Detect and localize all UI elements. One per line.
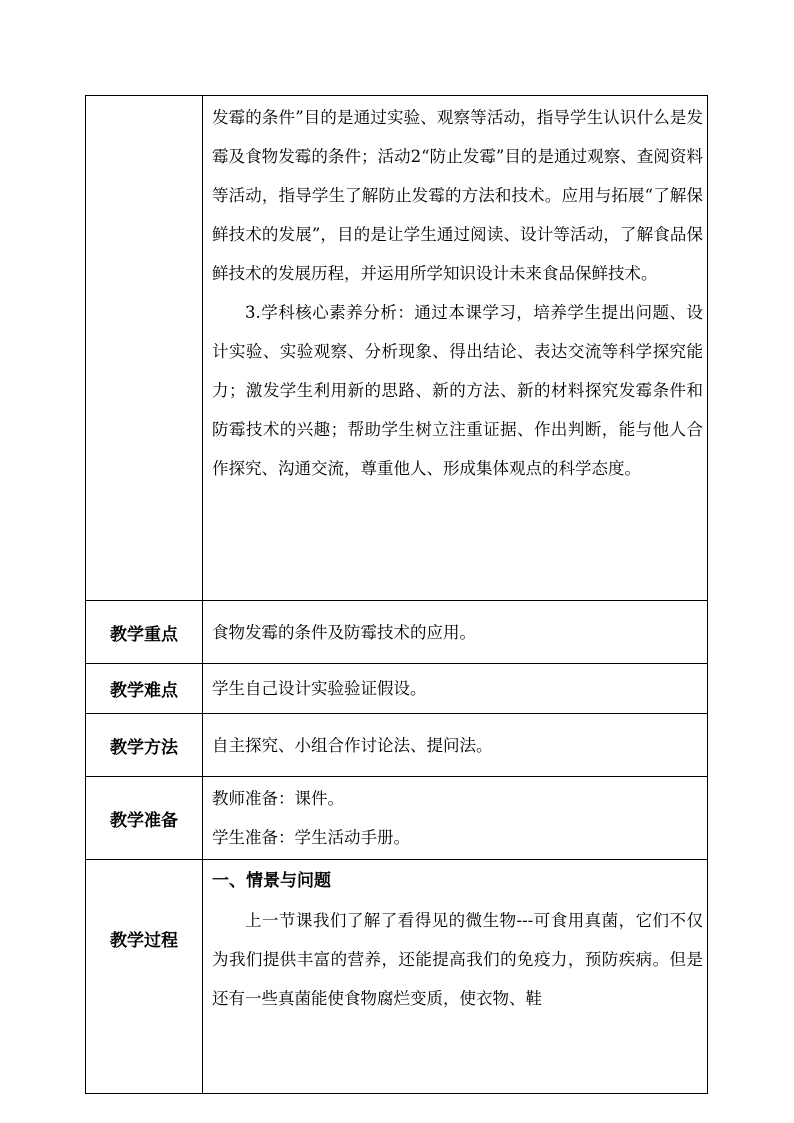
table-row-difficulties (86, 664, 708, 714)
intro-label-cell (86, 96, 203, 601)
intro-paragraph-2: 3.学科核心素养分析：通过本课学习，培养学生提出问题、设计实验、实验观察、分析现象、得出结论、表达交流等科学探究能力；激发学生利用新的思路、新的方法、新的材料探究发霉条件和防霉技术的兴趣；帮助学生树立注重证据、作出判断，能与他人合作探究、沟通交流，尊重他人、形成集体观点的科学态度。 (212, 303, 703, 478)
process-content (203, 860, 708, 1094)
process-paragraph: 上一节课我们了解了看得见的微生物---可食用真菌，它们不仅为我们提供丰富的营养，还能提高我们的免疫力，预防疾病。但是还有一些真菌能使食物腐烂变质，使衣物、鞋 (212, 911, 703, 1008)
intro-paragraph-1: 发霉的条件”目的是通过实验、观察等活动，指导学生认识什么是发霉及食物发霉的条件；活动2“防止发霉”目的是通过观察、查阅资料等活动，指导学生了解防止发霉的方法和技术。应用与拓展“了解保鲜技术的发展”，目的是让学生通过阅读、设计等活动，了解食品保鲜技术的发展历程，并运用所学知识设计未来食品保鲜技术。 (212, 108, 703, 283)
table-row-process (86, 860, 708, 1094)
lesson-plan-table (85, 95, 708, 1094)
preparation-teacher: 教师准备：课件。 (212, 789, 344, 808)
difficulties-text: 学生自己设计实验验证假设。 (203, 664, 708, 714)
preparation-content (203, 777, 708, 860)
process-section-heading: 一、情景与问题 (212, 871, 331, 891)
intro-content-cell (203, 96, 708, 601)
table-row-methods (86, 714, 708, 777)
preparation-student: 学生准备：学生活动手册。 (212, 828, 410, 847)
methods-text: 自主探究、小组合作讨论法、提问法。 (203, 714, 708, 777)
process-label: 教学过程 (86, 860, 203, 1094)
table-row-key-points (86, 601, 708, 664)
preparation-label: 教学准备 (86, 777, 203, 860)
difficulties-label: 教学难点 (86, 664, 203, 714)
key-points-text: 食物发霉的条件及防霉技术的应用。 (203, 601, 708, 664)
table-row-intro (86, 96, 708, 601)
key-points-label: 教学重点 (86, 601, 203, 664)
table-row-preparation (86, 777, 708, 860)
methods-label: 教学方法 (86, 714, 203, 777)
